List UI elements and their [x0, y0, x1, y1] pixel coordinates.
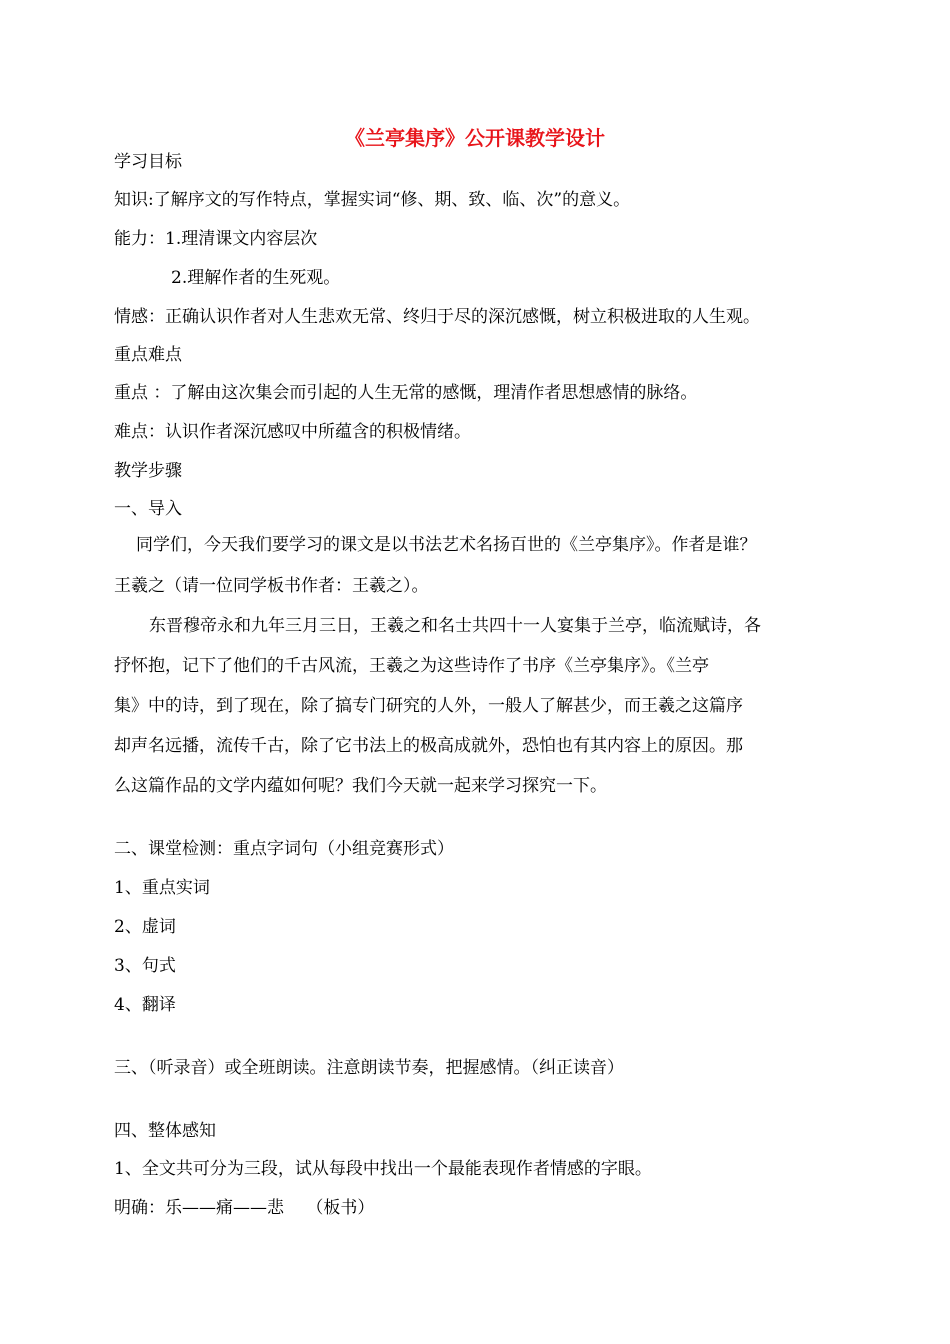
- history-paragraph-line: 却声名远播，流传千古，除了它书法上的极高成就外，恐怕也有其内容上的原因。那: [114, 736, 743, 756]
- heading-key-points: 重点难点: [114, 345, 182, 365]
- step-4-heading: 四、整体感知: [114, 1121, 216, 1141]
- intro-paragraph-line: 同学们，今天我们要学习的课文是以书法艺术名扬百世的《兰亭集序》。作者是谁？: [136, 535, 757, 555]
- difficult-point: 难点：认识作者深沉感叹中所蕴含的积极情绪。: [114, 422, 471, 442]
- intro-paragraph-line: 王羲之（请一位同学板书作者：王羲之）。: [114, 576, 429, 596]
- list-item: 1、全文共可分为三段，试从每段中找出一个最能表现作者情感的字眼。: [114, 1159, 652, 1179]
- document-title: 《兰亭集序》公开课教学设计: [345, 126, 605, 150]
- heading-steps: 教学步骤: [114, 461, 182, 481]
- heading-objectives: 学习目标: [114, 152, 182, 172]
- step-1-heading: 一、导入: [114, 499, 182, 519]
- objective-ability-1: 能力：1.理清课文内容层次: [114, 229, 318, 249]
- objective-emotion: 情感：正确认识作者对人生悲欢无常、终归于尽的深沉感慨，树立积极进取的人生观。: [114, 307, 760, 327]
- list-item: 1、重点实词: [114, 878, 210, 898]
- history-paragraph-line: 么这篇作品的文学内蕴如何呢？我们今天就一起来学习探究一下。: [114, 776, 607, 796]
- objective-ability-2: 2.理解作者的生死观。: [171, 268, 341, 288]
- history-paragraph-line: 抒怀抱，记下了他们的千古风流，王羲之为这些诗作了书序《兰亭集序》。《兰亭: [114, 656, 709, 676]
- step-3-heading: 三、（听录音）或全班朗读。注意朗读节奏，把握感情。（纠正读音）: [114, 1058, 624, 1078]
- key-point: 重点 ：了解由这次集会而引起的人生无常的感慨，理清作者思想感情的脉络。: [114, 383, 698, 403]
- objective-knowledge: 知识:了解序文的写作特点，掌握实词“修、期、致、临、次”的意义。: [114, 190, 631, 210]
- list-item: 4、翻译: [114, 995, 176, 1015]
- answer-line: 明确：乐——痛——悲 （板书）: [114, 1198, 375, 1218]
- history-paragraph-line: 东晋穆帝永和九年三月三日，王羲之和名士共四十一人宴集于兰亭，临流赋诗，各: [149, 616, 761, 636]
- list-item: 2、虚词: [114, 917, 176, 937]
- history-paragraph-line: 集》中的诗，到了现在，除了搞专门研究的人外，一般人了解甚少，而王羲之这篇序: [114, 696, 743, 716]
- step-2-heading: 二、课堂检测：重点字词句（小组竞赛形式）: [114, 839, 454, 859]
- list-item: 3、句式: [114, 956, 176, 976]
